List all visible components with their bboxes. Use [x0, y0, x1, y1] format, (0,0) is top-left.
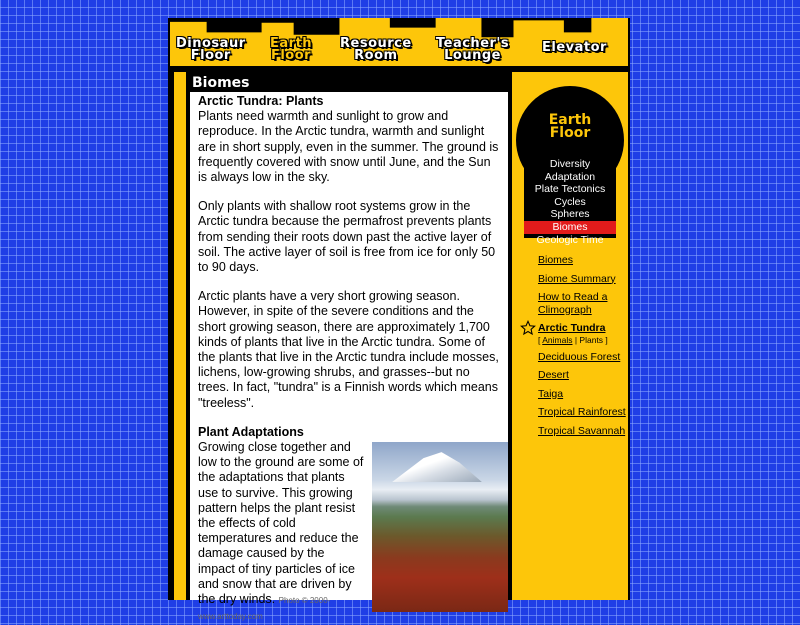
subnav-bracket: [: [538, 334, 543, 345]
biome-links: [538, 254, 626, 443]
link-desert[interactable]: Desert: [538, 369, 569, 381]
nav-label: Lounge: [444, 48, 501, 63]
nav-teachers-lounge[interactable]: [436, 38, 509, 62]
nav-label: Floor: [270, 48, 312, 63]
nav-label: Earth: [270, 36, 313, 51]
article-paragraph: Plants need warmth and sunlight to grow and reproduce. In the Arctic tundra, warmth and sunlight are in short supply, even in the summer. The ground is frequently covered with snow until June, and the Sun is always low in the sky.: [198, 109, 499, 185]
earth-floor-menu: [516, 86, 624, 246]
link-tropical-savannah[interactable]: Tropical Savannah: [538, 424, 626, 437]
adaptations-text: Growing close together and low to the ground are some of the adaptations that plants use to survive. This growing pattern helps the plant resist the effects of cold temperatures and reduce the damage caused by the impact of tiny particles of ice and snow that are driven by the dry winds.: [198, 440, 364, 607]
nav-label: Room: [354, 48, 398, 63]
menu-item-adaptation[interactable]: Adaptation: [544, 170, 596, 183]
article-paragraph: Arctic plants have a very short growing season. However, in spite of the severe conditions and the short growing season, there are approximately 1,700 kinds of plants that live in the Arctic tundra. Some of the plants that live in the Arctic tundra include mosses, lichens, low-growing shrubs, and grasses--but no trees. In fact, "tundra" is a Finnish words which means "treeless".: [198, 289, 499, 410]
menu-item-cycles[interactable]: Cycles: [554, 195, 586, 208]
nav-dinosaur-floor[interactable]: [176, 38, 246, 62]
menu-item-biomes[interactable]: Biomes: [524, 221, 616, 234]
photo-credit: Photo © 2000-www.arttoday.com: [198, 596, 331, 622]
arctic-tundra-subnav: [538, 335, 626, 345]
link-how-to-read-climograph[interactable]: How to Read a Climograph: [538, 291, 608, 316]
menu-item-spheres[interactable]: Spheres: [550, 208, 590, 221]
tundra-photo: [372, 442, 508, 612]
subnav-plants: | Plants ]: [572, 334, 608, 345]
link-taiga[interactable]: Taiga: [538, 387, 564, 400]
section-header: [186, 72, 512, 92]
nav-label: Floor: [190, 48, 231, 63]
left-strip: [174, 72, 186, 600]
earth-floor-menu-list: [524, 158, 616, 246]
top-navigation: [170, 18, 628, 68]
nav-label: Teacher's: [436, 36, 510, 51]
menu-item-geologic-time[interactable]: Geologic Time: [536, 233, 604, 246]
link-biome-summary[interactable]: Biome Summary: [538, 272, 616, 285]
menu-item-diversity[interactable]: Diversity: [549, 158, 591, 170]
link-animals[interactable]: Animals: [542, 334, 573, 345]
section-title: Biomes: [192, 75, 250, 91]
sidebar: [512, 72, 628, 600]
earth-floor-logo[interactable]: [516, 114, 624, 140]
nav-label: Resource: [340, 36, 412, 51]
logo-line: Floor: [549, 125, 591, 141]
article-heading: Arctic Tundra: Plants: [198, 94, 324, 108]
nav-resource-room[interactable]: [340, 38, 412, 62]
link-tropical-rainforest[interactable]: Tropical Rainforest: [538, 406, 626, 418]
adaptations-heading: Plant Adaptations: [198, 424, 304, 439]
menu-item-plate-tectonics[interactable]: Plate Tectonics: [534, 183, 606, 196]
link-deciduous-forest[interactable]: Deciduous Forest: [538, 350, 621, 363]
nav-elevator[interactable]: [542, 42, 607, 54]
article-content[interactable]: [190, 92, 508, 622]
nav-earth-floor[interactable]: [270, 38, 312, 62]
mountain-shape: [392, 452, 482, 482]
link-arctic-tundra[interactable]: Arctic Tundra: [538, 322, 606, 334]
article-paragraph: Only plants with shallow root systems grow in the Arctic tundra because the permafrost prevents plants from sending their roots down past the active layer of soil. The active layer of soil is free from ice for only 50 to 90 days.: [198, 199, 496, 275]
nav-label: Elevator: [542, 40, 607, 55]
nav-label: Dinosaur: [176, 36, 246, 51]
star-icon: [520, 320, 536, 336]
link-biomes[interactable]: Biomes: [538, 254, 574, 266]
logo-line: Earth: [548, 112, 592, 128]
